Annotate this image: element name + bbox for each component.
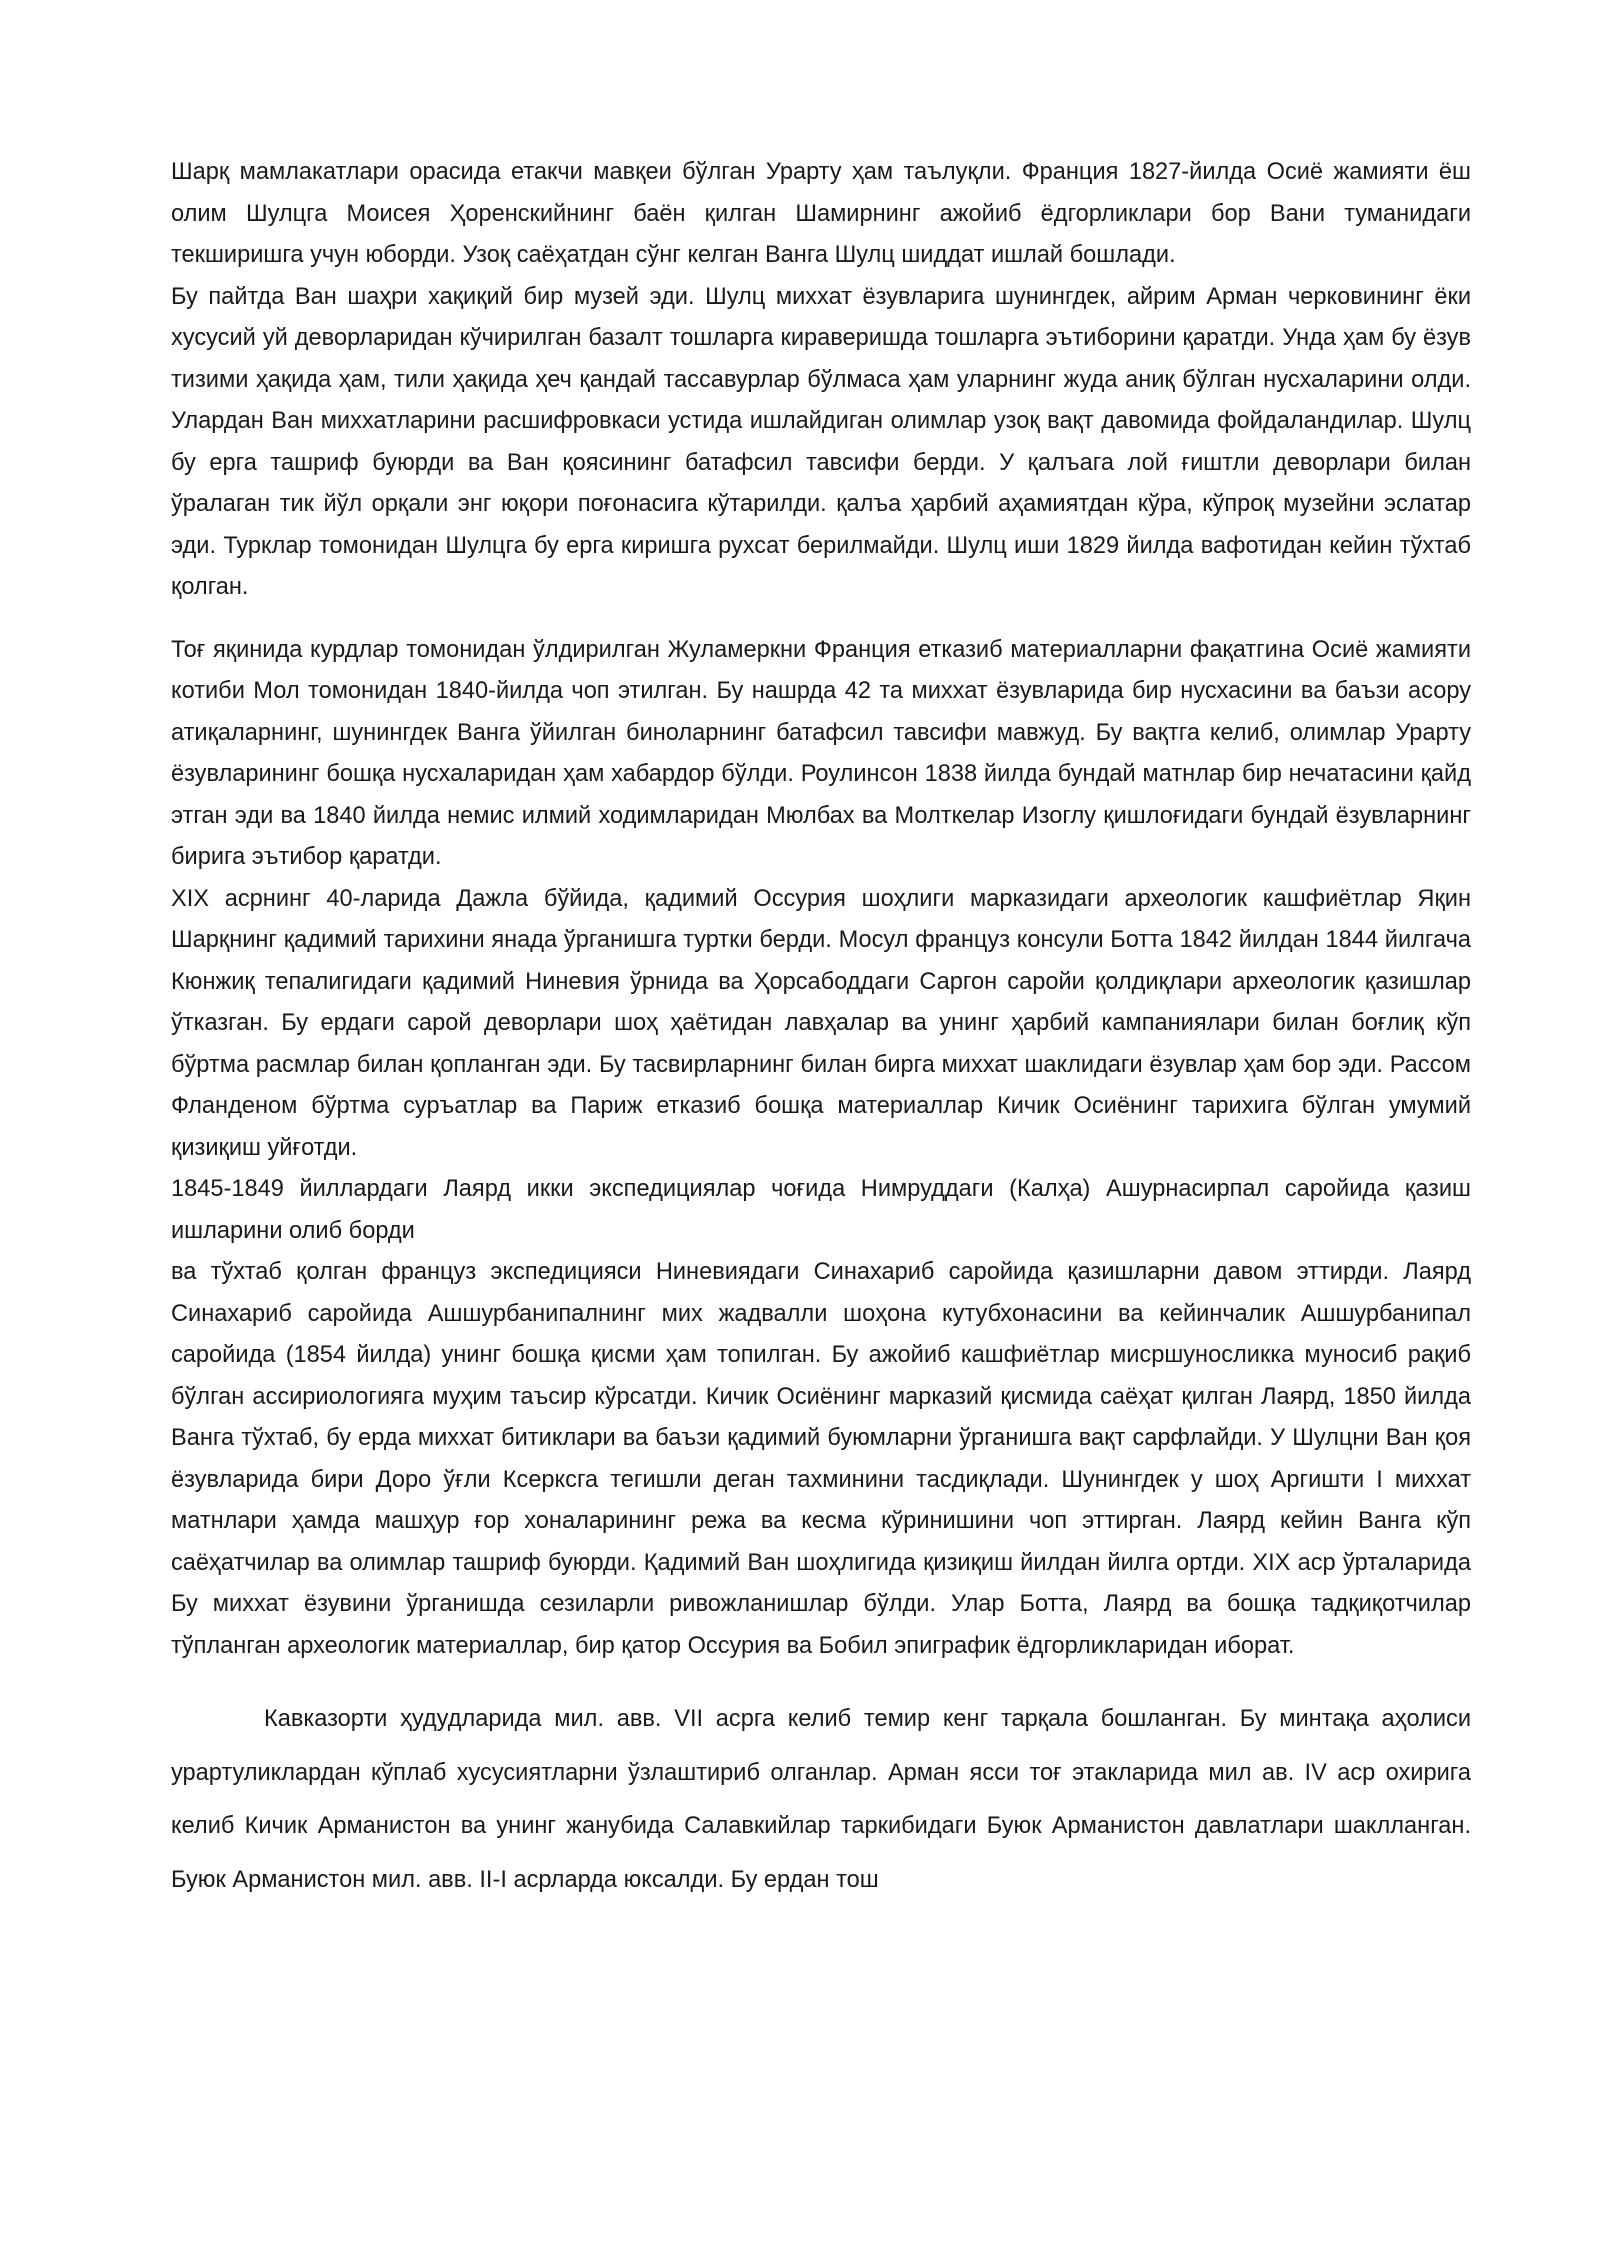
paragraph-4: XIX асрнинг 40-ларида Дажла бўйида, қадимий Оссурия шоҳлиги марказидаги археологик кашфиётлар Яқин Шарқнинг қадимий тарихини янада ўрганишга туртки берди. Мосул француз консули Ботта 1842 йилдан 1844 йилгача Кюнжиқ тепалигидаги қадимий Ниневия ўрнида ва Ҳорсабоддаги Саргон саройи қолдиқлари археологик қазишлар ўтказган. Бу ердаги сарой деворлари шоҳ ҳаётидан лавҳалар ва унинг ҳарбий кампаниялари билан боғлиқ кўп бўртма расмлар билан қопланган эди. Бу тасвирларнинг билан бирга миххат шаклидаги ёзувлар ҳам бор эди. Рассом Фланденом бўртма суръатлар ва Париж етказиб бошқа материаллар Кичик Осиёнинг тарихига бўлган умумий қизиқиш уйғотди. — [171, 885, 1471, 1161]
paragraph-2: Бу пайтда Ван шаҳри хақиқий бир музей эди. Шулц миххат ёзувларига шунингдек, айрим Арман черковининг ёки хусусий уй деворларидан кўчирилган базалт тошларга кираверишда тошларга эътиборини қаратди. Унда ҳам бу ёзув тизими ҳақида ҳам, тили ҳақида ҳеч қандай тассавурлар бўлмаса ҳам уларнинг жуда аниқ бўлган нусхаларини олди. Улардан Ван миххатларини расшифровкаси устида ишлайдиган олимлар узоқ вақт давомида фойдаландилар. Шулц бу ерга ташриф буюрди ва Ван қоясининг батафсил тавсифи берди. У қалъага лой ғиштли деворлари билан ўралаган тик йўл орқали энг юқори поғонасига кўтарилди. қалъа ҳарбий аҳамиятдан кўра, кўпроқ музейни эслатар эди. Турклар томонидан Шулцга бу ерга киришга рухсат берилмайди. Шулц иши 1829 йилда вафотидан кейин тўхтаб қолган. — [171, 283, 1471, 600]
paragraph-6: ва тўхтаб қолган француз экспедицияси Ниневиядаги Синахариб саройида қазишларни давом эттирди. Лаярд Синахариб саройида Ашшурбанипалнинг мих жадвалли шоҳона кутубхонасини ва кейинчалик Ашшурбанипал саройида (1854 йилда) унинг бошқа қисми ҳам топилган. Бу ажойиб кашфиётлар мисршуносликка муносиб рақиб бўлган ассириологияга муҳим таъсир кўрсатди. Кичик Осиёнинг марказий қисмида саёҳат қилган Лаярд, 1850 йилда Ванга тўхтаб, бу ерда миххат битиклари ва баъзи қадимий буюмларни ўрганишга вақт сарфлайди. У Шулцни Ван қоя ёзувларида бири Доро ўғли Ксерксга тегишли деган тахминини тасдиқлади. Шунингдек у шоҳ Аргишти I миххат матнлари ҳамда машҳур ғор хоналарининг режа ва кесма кўринишини чоп эттирган. Лаярд кейин Ванга кўп саёҳатчилар ва олимлар ташриф буюрди. Қадимий Ван шоҳлигида қизиқиш йилдан йилга ортди. XIX аср ўрталарида Бу миххат ёзувини ўрганишда сезиларли ривожланишлар бўлди. Улар Ботта, Лаярд ва бошқа тадқиқотчилар тўпланган археологик материаллар, бир қатор Оссурия ва Бобил эпиграфик ёдгорликларидан иборат. — [171, 1259, 1471, 1659]
document-body — [171, 152, 1471, 1907]
paragraph-1: Шарқ мамлакатлари орасида етакчи мавқеи бўлган Урарту ҳам таълуқли. Франция 1827-йилда Осиё жамияти ёш олим Шулцга Моисея Ҳоренскийнинг баён қилган Шамирнинг ажойиб ёдгорликлари бор Вани туманидаги текширишга учун юборди. Узоқ саёҳатдан сўнг келган Ванга Шулц шиддат ишлай бошлади. — [171, 159, 1471, 268]
paragraph-3: Тоғ яқинида курдлар томонидан ўлдирилган Жуламеркни Франция етказиб материалларни фақатгина Осиё жамияти котиби Мол томонидан 1840-йилда чоп этилган. Бу нашрда 42 та миххат ёзувларида бир нусхасини ва баъзи асору атиқаларнинг, шунингдек Ванга ўйилган биноларнинг батафсил тавсифи мавжуд. Бу вақтга келиб, олимлар Урарту ёзувларининг бошқа нусхаларидан ҳам хабардор бўлди. Роулинсон 1838 йилда бундай матнлар бир нечатасини қайд этган эди ва 1840 йилда немис илмий ходимларидан Мюлбах ва Молткелар Изоглу қишлоғидаги бундай ёзувларнинг бирига эътибор қаратди. — [171, 636, 1471, 870]
paragraph-5: 1845-1849 йиллардаги Лаярд икки экспедициялар чоғида Нимруддаги (Калҳа) Ашурнасирпал саройида қазиш ишларини олиб борди — [171, 1176, 1471, 1244]
paragraph-7: Кавказорти ҳудудларида мил. авв. VII асрга келиб темир кенг тарқала бошланган. Бу минтақа аҳолиси урартуликлардан кўплаб хусусиятларни ўзлаштириб олганлар. Арман ясси тоғ этакларида мил ав. IV аср охирига келиб Кичик Арманистон ва унинг жанубида Салавкийлар таркибидаги Буюк Арманистон давлатлари шаклланган. Буюк Арманистон мил. авв. II-I асрларда юксалди. Бу ердан тош — [171, 1706, 1471, 1893]
